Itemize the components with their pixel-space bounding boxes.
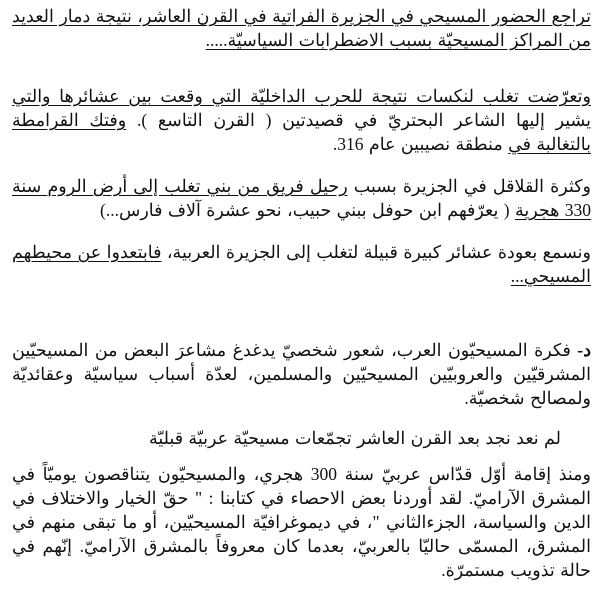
underlined-text-segment: فابتعدوا عن محيطهم المسيحي... [12,242,591,286]
text-segment: د- [570,340,592,360]
text-segment: فكرة المسيحيّون العرب، شعور شخصيّ يدغدغ مشاعرَ البعض من المسيحيّين المشرقيّين والعروبيّين المسيحيّين والمسلمين، لعدّة أسباب سياسيّة وعقائديّة ولمصالح شخصيّة. [12,340,591,408]
text-segment: ( يعرّفهم ابن حوفل ببني حبيب، نحو عشرة آلاف فارس...) [100,200,515,220]
text-segment: منطقة نصيبين عام 316. [332,134,509,154]
text-segment: لم نعد نجد بعد القرن العاشر تجمّعات مسيحيّة عربيّة قبليّة [148,428,561,448]
underlined-text-segment: رحيل فريق من بني تغلب إلى أرض الروم [47,176,348,196]
paragraph-taghlib-setbacks [12,84,591,156]
text-segment: ونسمع بعودة عشائر كبيرة قبيلة لتغلب إلى الجزيرة العربية، [161,242,591,262]
underlined-text-segment: وتعرّضت تغلب لنكسات نتيجة للحرب الداخليّة التي وقعت بين عشائرها والتي [12,86,591,106]
paragraph-no-tribal-gatherings [12,426,561,450]
underlined-text-segment: تراجع الحضور المسيحي في الجزيرة الفراتية في القرن العاشر، نتيجة دمار العديد من المراكز المسيحيّة بسبب الاضطرابات السياسيّة..... [12,6,591,50]
paragraph-tribes-return [12,240,591,288]
underlined-text-segment: وفتك القرامطة بالتغالبة في [12,110,591,154]
paragraph-unrest-jazira [12,174,591,222]
paragraph-arab-christians-idea [12,338,591,410]
text-segment: وكثرة القلاقل في الجزيرة بسبب [347,176,592,196]
text-segment: يشير إليها الشاعر البحتريّ في قصيدتين ( القرن التاسع ). [126,110,591,130]
paragraph-christian-decline [12,4,591,52]
paragraph-first-arabic-mass [12,462,591,582]
underlined-text-segment: سنة 330 هجرية [12,176,591,220]
text-segment: ومنذ إقامة أوّل قدّاس عربيّ سنة 300 هجري، والمسيحيّون يتناقصون يوميّاً في المشرق الآراميّ. لقد أوردنا بعض الاحصاء في كتابنا : " حقّ الخيار والاختلاف في الدين والسياسة، الجزءالثاني "، في ديموغرافيّة المسيحيّين، أو ما تبقى منهم في المشرق، المسمّى حاليّا بالعربيّ، بعدما كان معروفاً بالمشرق الآراميّ. إنّهم في حالة تذويب مستمرّة. [12,464,591,580]
